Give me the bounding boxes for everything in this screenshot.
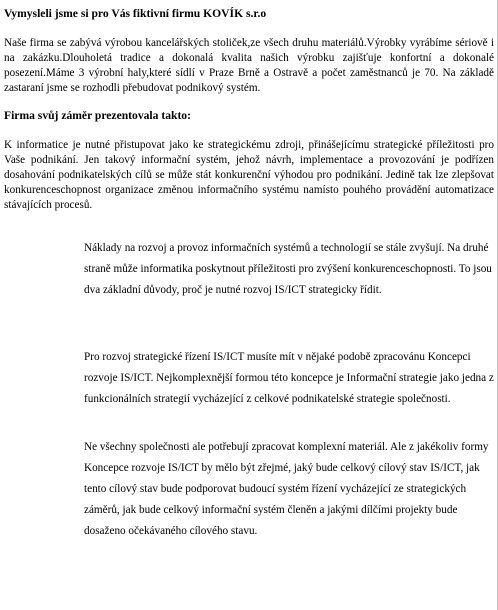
company-description-paragraph: Naše firma se zabývá výrobou kancelářských stoliček,ze všech druhu materiálů.Výrobky vyrábíme sériově i na zakázku.Dlouholetá tradice a dokonalá kvalita našich výrobku zajišťuje konfortní a dokonalé posezení.Máme 3 výrobní haly,které sídlí v Praze Brně a Ostravě a počet zaměstnanců je 70. Na základě zastaraní jsme se rozhodli přebudovat podnikový systém. bbox=[4, 37, 494, 94]
strategy-quote-paragraph: Pro rozvoj strategické řízení IS/ICT musíte mít v nějaké podobě zpracovánu Koncepci rozvoje IS/ICT. Nejkomplexnější formou této koncepce je Informační strategie jako jedna z funkcionálních strategií vycházející z celkové podnikatelské strategie společnosti. bbox=[84, 351, 494, 405]
informatics-paragraph: K informatice je nutné přistupovat jako ke strategickému zdroji, přinášejícímu strategické příležitosti pro Vaše podnikání. Jen takový informační systém, jehož návrh, implementace a provozování je podřízen dosahování podnikatelských cílů se může stát konkurenční výhodou pro podnikání. Jedině tak lze zlepšovat konkurenceschopnost organizace změnou informačního systému namísto pouhého provádění automatizace stávajících procesů. bbox=[4, 139, 494, 211]
costs-quote-paragraph: Náklady na rozvoj a provoz informačních systémů a technologií se stále zvyšují. Na druhé straně může informatika poskytnout příležitosti pro zvýšení konkurenceschopnosti. To jsou dva základní důvody, proč je nutné rozvoj IS/ICT strategicky řídit. bbox=[84, 242, 492, 296]
concept-quote-paragraph: Ne všechny společnosti ale potřebují zpracovat komplexní materiál. Ale z jakékoliv formy Koncepce rozvoje IS/ICT by mělo být zřejmé, jaký bude celkový cílový stav IS/ICT, jak tento cílový stav bude podporovat budoucí systém řízení vycházející ze strategických záměrů, jak bude celkový informační systém členěn a jakými dílčími projekty bude dosaženo očekávaného cílového stavu. bbox=[84, 441, 489, 537]
presentation-heading: Firma svůj záměr prezentovala takto: bbox=[4, 109, 191, 122]
company-heading: Vymysleli jsme si pro Vás fiktivní firmu KOVÍK s.r.o bbox=[4, 7, 267, 20]
